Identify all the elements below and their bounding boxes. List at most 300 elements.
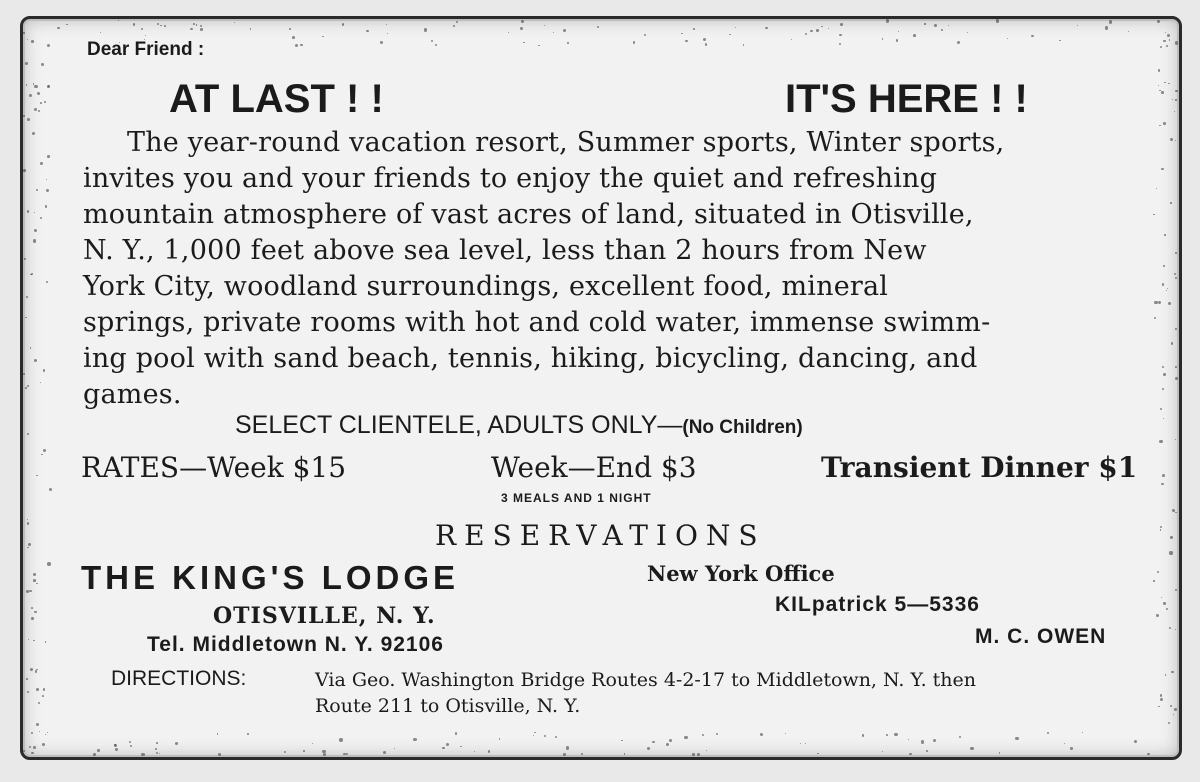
speck [1163, 122, 1166, 125]
speck [913, 34, 916, 37]
office-label: New York Office [647, 561, 835, 586]
speck [31, 752, 34, 755]
speck [1173, 714, 1174, 715]
speck [908, 739, 909, 740]
body-line: The year-round vacation resort, Summer sports, Winter sports, [127, 127, 1005, 158]
speck [697, 753, 700, 756]
speck [1166, 608, 1168, 610]
speck [957, 41, 960, 44]
rate-week: RATES—Week $15 [81, 451, 347, 484]
speck [1175, 377, 1178, 380]
speck [488, 750, 490, 752]
speck [544, 735, 546, 737]
speck [1164, 82, 1165, 83]
speck [300, 44, 303, 47]
speck [1174, 111, 1175, 112]
speck [156, 742, 158, 744]
speck [996, 19, 999, 22]
speck [652, 741, 654, 743]
speck [164, 25, 166, 27]
speck [323, 753, 326, 756]
speck [533, 735, 534, 736]
speck [23, 32, 24, 33]
speck [1175, 328, 1177, 330]
body-line: invites you and your friends to enjoy the quiet and refreshing [83, 163, 938, 194]
speck [47, 155, 50, 158]
speck [36, 475, 38, 477]
speck [1160, 408, 1162, 410]
speck [644, 34, 646, 36]
speck [1153, 580, 1155, 582]
speck [31, 732, 33, 734]
speck [37, 92, 40, 95]
speck [862, 734, 865, 737]
speck [1169, 627, 1171, 629]
speck [538, 45, 540, 47]
speck [33, 239, 36, 242]
speck [380, 41, 383, 44]
speck [346, 753, 348, 755]
speck [1167, 34, 1170, 37]
speck [343, 753, 345, 755]
speck [44, 101, 46, 103]
speck [175, 742, 178, 745]
speck [1153, 214, 1154, 215]
meals-note: 3 MEALS AND 1 NIGHT [501, 491, 652, 505]
speck [39, 731, 40, 732]
speck [805, 33, 807, 35]
speck [566, 746, 569, 749]
speck [810, 30, 813, 33]
speck [34, 108, 37, 111]
speck [1147, 753, 1149, 755]
speck [941, 29, 943, 31]
speck [1161, 168, 1164, 171]
directions-line: Route 211 to Otisville, N. Y. [315, 695, 581, 717]
directions-line: Via Geo. Washington Bridge Routes 4-2-17 to Middletown, N. Y. then [315, 669, 977, 691]
speck [1064, 743, 1065, 744]
speck [520, 27, 523, 30]
speck [1109, 20, 1112, 23]
speck [25, 317, 26, 318]
speck [563, 753, 566, 756]
speck [424, 28, 427, 31]
speck [705, 43, 708, 46]
speck [1047, 732, 1049, 734]
speck [934, 24, 937, 27]
speck [460, 746, 461, 747]
speck [413, 738, 416, 741]
speck [1157, 571, 1160, 574]
speck [840, 23, 843, 26]
speck [31, 617, 34, 620]
speck [42, 695, 44, 697]
speck [729, 34, 730, 35]
speck [1166, 290, 1168, 292]
speck [30, 668, 33, 671]
speck [743, 44, 745, 46]
speck [218, 753, 221, 756]
speck [839, 43, 841, 45]
speck [1163, 265, 1165, 267]
speck [45, 641, 46, 642]
speck [544, 25, 545, 26]
speck [1175, 90, 1178, 93]
speck [1160, 46, 1163, 49]
speck [703, 38, 706, 41]
speck [28, 543, 31, 546]
speck [1159, 440, 1162, 443]
speck [523, 42, 525, 44]
speck [1160, 694, 1163, 697]
speck [29, 746, 31, 748]
speck [999, 752, 1001, 754]
speck [1170, 536, 1172, 538]
speck [693, 28, 695, 30]
speck [567, 42, 569, 44]
speck [817, 753, 818, 754]
speck [33, 573, 36, 576]
speck [43, 369, 45, 371]
speck [342, 23, 344, 25]
speck [23, 373, 25, 375]
speck [322, 750, 325, 753]
speck [685, 40, 687, 42]
speck [25, 62, 28, 65]
speck [1175, 140, 1176, 141]
speck [800, 743, 802, 745]
speck [160, 25, 162, 27]
speck [49, 488, 52, 491]
speck [28, 639, 30, 641]
speck [898, 31, 899, 32]
speck [1168, 302, 1171, 305]
speck [926, 750, 928, 752]
speck [534, 732, 535, 733]
speck [1134, 740, 1137, 743]
speck [97, 749, 100, 752]
clientele-main: SELECT CLIENTELE, ADULTS ONLY— [235, 411, 683, 439]
speck [100, 32, 101, 33]
speck [633, 41, 635, 43]
speck [41, 63, 44, 66]
speck [666, 743, 669, 746]
speck [284, 751, 286, 753]
speck [34, 611, 37, 614]
speck [366, 30, 369, 33]
speck [1175, 589, 1177, 591]
speck [791, 39, 792, 40]
speck [967, 32, 968, 33]
speck [1170, 705, 1172, 707]
body-line: ing pool with sand beach, tennis, hiking, bicycling, dancing, and [83, 343, 978, 374]
speck [1160, 526, 1162, 528]
speck [1160, 698, 1163, 701]
speck [31, 40, 33, 42]
speck [27, 691, 29, 693]
speck [1161, 483, 1164, 486]
speck [563, 29, 566, 32]
speck [23, 169, 26, 172]
speck [581, 753, 583, 755]
speck [40, 382, 41, 383]
speck [1161, 597, 1163, 599]
speck [23, 750, 25, 752]
speck [453, 25, 455, 27]
speck [1170, 138, 1173, 141]
directions-label: DIRECTIONS: [111, 667, 247, 690]
speck [624, 753, 626, 755]
lodge-town: OTISVILLE, N. Y. [213, 603, 436, 629]
speck [839, 34, 842, 37]
speck [31, 273, 33, 275]
speck [45, 734, 47, 736]
clientele-note: (No Children) [682, 417, 803, 438]
speck [894, 733, 897, 736]
speck [66, 24, 67, 25]
speck [43, 688, 46, 691]
speck [1163, 373, 1166, 376]
speck [141, 753, 144, 756]
speck [312, 743, 313, 744]
body-line: York City, woodland surroundings, excellent food, mineral [83, 271, 889, 302]
speck [1154, 317, 1156, 319]
speck [1105, 26, 1108, 29]
office-phone: KILpatrick 5—5336 [775, 593, 980, 616]
speck [805, 743, 806, 744]
speck [30, 347, 31, 348]
speck [292, 36, 295, 39]
speck [1077, 25, 1078, 26]
speck [521, 20, 524, 23]
speck [322, 36, 323, 37]
speck [1175, 252, 1177, 254]
speck [29, 590, 32, 593]
speck [669, 739, 672, 742]
speck [555, 736, 557, 738]
speck [33, 579, 36, 582]
speck [36, 688, 39, 691]
speck [1015, 737, 1018, 740]
speck [130, 745, 132, 747]
speck [816, 29, 819, 32]
speck [36, 583, 38, 585]
speck [1007, 38, 1008, 39]
speck [27, 39, 29, 41]
speck [681, 33, 683, 35]
speck [785, 733, 786, 734]
speck [1175, 439, 1176, 440]
advertisement-card [20, 16, 1182, 760]
speck [47, 85, 50, 88]
speck [1162, 474, 1165, 477]
speck [1175, 629, 1176, 630]
speck [456, 21, 458, 23]
speck [1158, 69, 1160, 71]
speck [1170, 202, 1172, 204]
speck [933, 739, 936, 742]
speck [1160, 529, 1161, 530]
speck [886, 734, 888, 736]
speck [435, 44, 437, 46]
speck [31, 607, 33, 609]
speck [339, 738, 342, 741]
speck [27, 210, 29, 212]
speck [394, 748, 395, 749]
speck [1175, 41, 1178, 44]
speck [383, 751, 386, 754]
speck [821, 26, 822, 27]
speck [1159, 125, 1161, 127]
speck [26, 84, 28, 86]
speck [29, 94, 32, 97]
speck [34, 85, 37, 88]
speck [948, 25, 949, 26]
speck [234, 22, 235, 23]
office-contact: M. C. OWEN [975, 625, 1107, 648]
speck [446, 743, 449, 746]
speck [27, 433, 29, 435]
speck [57, 27, 60, 30]
speck [924, 23, 925, 24]
speck [295, 44, 298, 47]
speck [41, 454, 42, 455]
speck [508, 32, 510, 34]
clientele-line [235, 411, 803, 440]
reservations-heading: RESERVATIONS [435, 519, 766, 552]
speck [27, 385, 29, 387]
speck [27, 522, 30, 525]
speck [1175, 99, 1177, 101]
speck [1082, 732, 1083, 733]
speck [26, 296, 28, 298]
speck [1174, 708, 1177, 711]
speck [133, 23, 135, 25]
speck [25, 387, 27, 389]
speck [23, 115, 25, 117]
speck [1169, 551, 1172, 554]
speck [765, 27, 768, 30]
headline-right: IT'S HERE ! ! [785, 77, 1028, 121]
speck [455, 732, 458, 735]
lodge-tel: Tel. Middletown N. Y. 92106 [147, 633, 444, 656]
speck [474, 751, 475, 752]
speck [34, 229, 37, 232]
speck [1059, 40, 1061, 42]
speck [702, 734, 704, 736]
speck [141, 28, 143, 30]
speck [499, 738, 501, 740]
speck [47, 44, 50, 47]
speck [43, 449, 46, 452]
speck [1157, 20, 1160, 23]
speck [46, 281, 49, 284]
speck [34, 359, 37, 362]
speck [1168, 83, 1170, 85]
speck [289, 28, 291, 30]
body-line: mountain atmosphere of vast acres of land, situated in Otisville, [83, 199, 974, 230]
speck [1163, 40, 1166, 43]
speck [40, 217, 42, 219]
speck [26, 590, 29, 593]
speck [959, 736, 961, 738]
speck [159, 753, 160, 754]
speck [33, 640, 34, 641]
speck [882, 38, 884, 40]
speck [27, 547, 28, 548]
speck [38, 702, 40, 704]
speck [706, 750, 707, 751]
speck [34, 212, 35, 213]
speck [46, 179, 47, 180]
speck [386, 24, 387, 25]
speck [1169, 39, 1170, 40]
speck [1163, 602, 1166, 605]
speck [716, 733, 718, 735]
speck [1070, 747, 1073, 750]
speck [684, 736, 687, 739]
speck [1162, 366, 1164, 368]
speck [217, 733, 218, 734]
speck [155, 748, 157, 750]
speck [735, 27, 736, 28]
speck [1165, 32, 1166, 33]
body-line: games. [83, 379, 182, 410]
speck [38, 110, 40, 112]
speck [1167, 288, 1168, 289]
body-line: N. Y., 1,000 feet above sea level, less than 2 hours from New [83, 235, 927, 266]
speck [200, 25, 202, 27]
speck [303, 750, 304, 751]
speck [1175, 277, 1177, 279]
speck [250, 28, 252, 30]
rate-weekend: Week—End $3 [491, 451, 697, 484]
speck [970, 747, 973, 750]
speck [1156, 188, 1157, 189]
body-line: springs, private rooms with hot and cold water, immense swimm- [83, 307, 991, 338]
speck [35, 670, 38, 673]
speck [145, 35, 146, 36]
speck [27, 519, 28, 520]
speck [828, 28, 829, 29]
speck [27, 118, 30, 121]
rate-transient-dinner: Transient Dinner $1 [821, 451, 1138, 484]
speck [42, 743, 45, 746]
speck [129, 741, 131, 743]
speck [1175, 366, 1177, 368]
speck [196, 24, 197, 25]
salutation: Dear Friend : [87, 39, 205, 60]
speck [1171, 342, 1173, 344]
speck [1128, 31, 1129, 32]
speck [1161, 91, 1164, 94]
speck [193, 23, 195, 25]
speck [1165, 674, 1167, 676]
speck [40, 162, 43, 165]
speck [760, 733, 763, 736]
speck [1156, 614, 1159, 617]
speck [190, 28, 192, 30]
speck [247, 733, 249, 735]
headline-left: AT LAST ! ! [169, 77, 384, 121]
speck [26, 678, 28, 680]
speck [1172, 99, 1173, 100]
speck [36, 189, 39, 192]
speck [200, 28, 203, 31]
lodge-name: THE KING'S LODGE [81, 559, 460, 596]
speck [896, 39, 899, 42]
speck [1166, 45, 1168, 47]
